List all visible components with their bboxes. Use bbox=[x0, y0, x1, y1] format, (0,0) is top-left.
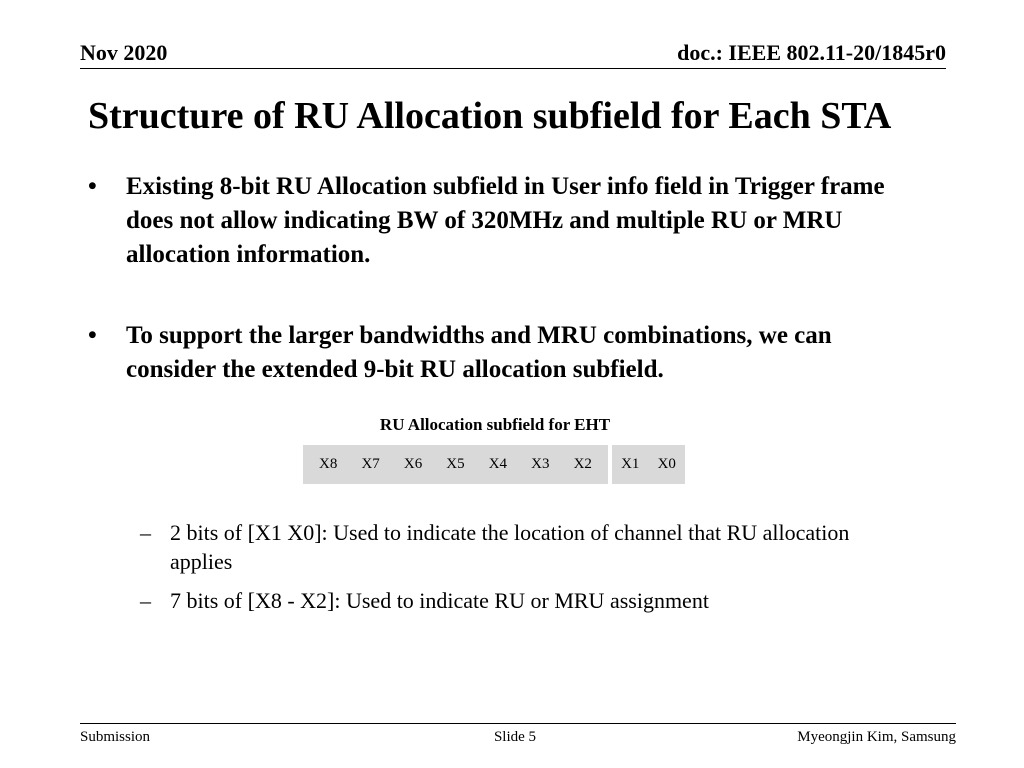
bullet-item bbox=[88, 170, 928, 280]
header-doc-id: doc.: IEEE 802.11-20/1845r0 bbox=[677, 40, 946, 65]
bullet-marker: • bbox=[88, 173, 97, 200]
sub-bullet-item bbox=[140, 586, 900, 616]
bit-cell: X2 bbox=[573, 456, 592, 472]
sub-bullet-marker: – bbox=[140, 520, 151, 545]
bit-field-table bbox=[303, 445, 685, 484]
header-divider bbox=[80, 68, 946, 69]
footer-divider bbox=[80, 723, 956, 724]
bit-cell: X1 bbox=[621, 456, 640, 472]
bit-cell: X8 bbox=[319, 456, 338, 472]
sub-bullet-marker: – bbox=[140, 588, 151, 613]
bit-cell: X5 bbox=[446, 456, 465, 472]
footer-slide-number: Slide 5 bbox=[493, 729, 537, 745]
bit-cell: X7 bbox=[361, 456, 380, 472]
bullet-item bbox=[88, 319, 928, 394]
bit-cell: X6 bbox=[403, 456, 423, 472]
bit-group-ru-assignment bbox=[303, 445, 608, 484]
bit-group-channel-location bbox=[612, 445, 685, 484]
sub-bullet-text: 2 bits of [X1 X0]: Used to indicate the location of channel that RU allocation applies bbox=[170, 520, 850, 574]
bullet-text: To support the larger bandwidths and MRU combinations, we can consider the extended 9-bit RU allocation subfield. bbox=[126, 322, 832, 383]
bit-cell: X0 bbox=[657, 456, 676, 472]
footer-author: Myeongjin Kim, Samsung bbox=[797, 729, 956, 745]
bit-cell: X4 bbox=[488, 456, 508, 472]
sub-bullet-text: 7 bits of [X8 - X2]: Used to indicate RU or MRU assignment bbox=[170, 588, 709, 613]
bit-cell: X3 bbox=[531, 456, 550, 472]
bullet-text: Existing 8-bit RU Allocation subfield in User info field in Trigger frame does not allow indicating BW of 320MHz and multiple RU or MRU allocation information. bbox=[126, 173, 885, 268]
bullet-marker: • bbox=[88, 322, 97, 349]
table-caption: RU Allocation subfield for EHT bbox=[379, 415, 611, 434]
slide-title: Structure of RU Allocation subfield for Each STA bbox=[88, 95, 892, 137]
sub-bullet-item bbox=[140, 518, 900, 578]
header-date: Nov 2020 bbox=[80, 40, 168, 65]
footer-submission: Submission bbox=[80, 729, 151, 745]
